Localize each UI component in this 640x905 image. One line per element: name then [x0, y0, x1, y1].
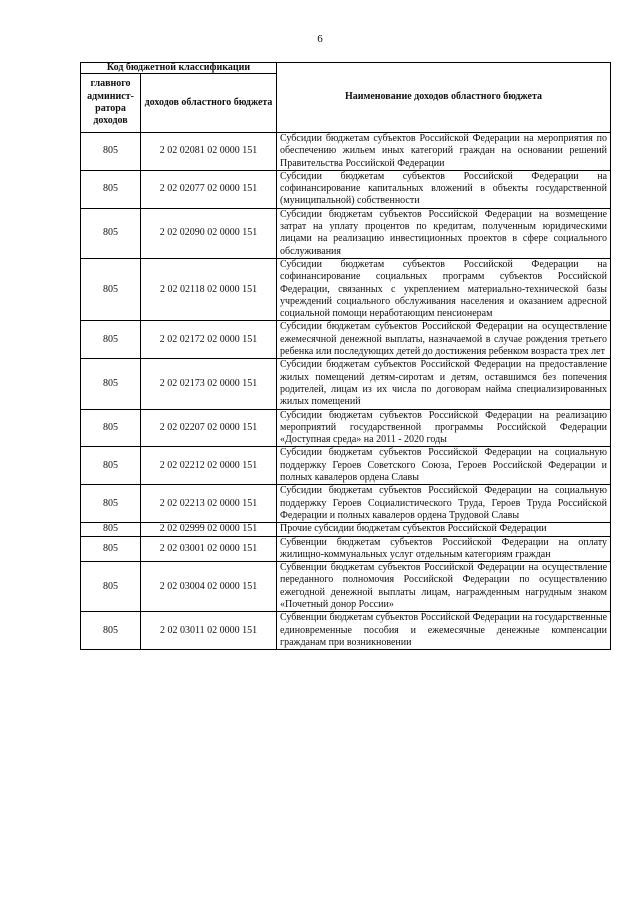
income-name-cell: Субвенции бюджетам субъектов Российской Федерации на оплату жилищно-коммунальных услуг отдельным категориям граждан [277, 536, 611, 562]
table-row [81, 170, 611, 208]
income-code-cell: 2 02 03004 02 0000 151 [141, 562, 277, 612]
income-name-cell: Субсидии бюджетам субъектов Российской Федерации на софинансирование капитальных вложений в объекты государственной (муниципальной) собственности [277, 170, 611, 208]
income-name-cell: Прочие субсидии бюджетам субъектов Российской Федерации [277, 523, 611, 536]
administrator-code-cell: 805 [81, 409, 141, 447]
income-name-cell: Субсидии бюджетам субъектов Российской Федерации на мероприятия по обеспечению жильем иных категорий граждан на основании решений Правительства Российской Федерации [277, 133, 611, 171]
income-code-cell: 2 02 03001 02 0000 151 [141, 536, 277, 562]
administrator-code-cell: 805 [81, 523, 141, 536]
income-code-cell: 2 02 02207 02 0000 151 [141, 409, 277, 447]
income-code-cell: 2 02 02173 02 0000 151 [141, 359, 277, 409]
budget-classification-table [80, 62, 611, 650]
administrator-code-cell: 805 [81, 321, 141, 359]
income-name-cell: Субсидии бюджетам субъектов Российской Федерации на социальную поддержку Героев Советского Союза, Героев Российской Федерации и полных кавалеров ордена Славы [277, 447, 611, 485]
table-row [81, 562, 611, 612]
administrator-code-cell: 805 [81, 170, 141, 208]
administrator-code-cell: 805 [81, 359, 141, 409]
income-code-cell: 2 02 03011 02 0000 151 [141, 612, 277, 650]
income-name-cell: Субсидии бюджетам субъектов Российской Федерации на социальную поддержку Героев Социалистического Труда, Героев Труда Российской Федерации и полных кавалеров ордена Трудовой Славы [277, 485, 611, 523]
administrator-code-cell: 805 [81, 562, 141, 612]
administrator-code-cell: 805 [81, 485, 141, 523]
administrator-code-cell: 805 [81, 258, 141, 320]
income-code-cell: 2 02 02999 02 0000 151 [141, 523, 277, 536]
administrator-code-cell: 805 [81, 612, 141, 650]
table-row [81, 321, 611, 359]
income-code-cell: 2 02 02213 02 0000 151 [141, 485, 277, 523]
table-row [81, 409, 611, 447]
income-name-cell: Субсидии бюджетам субъектов Российской Федерации на осуществление ежемесячной денежной выплаты, назначаемой в случае рождения третьего ребенка или последующих детей до достижения ребенком возраста трех лет [277, 321, 611, 359]
administrator-code-cell: 805 [81, 133, 141, 171]
table-row [81, 485, 611, 523]
table-row [81, 536, 611, 562]
income-code-cell: 2 02 02172 02 0000 151 [141, 321, 277, 359]
administrator-code-cell: 805 [81, 536, 141, 562]
income-code-cell: 2 02 02090 02 0000 151 [141, 208, 277, 258]
income-name-cell: Субвенции бюджетам субъектов Российской Федерации на государственные единовременные пособия и ежемесячные денежные компенсации гражданам при возникновении [277, 612, 611, 650]
table-row [81, 133, 611, 171]
income-name-cell: Субсидии бюджетам субъектов Российской Федерации на реализацию мероприятий государственной программы Российской Федерации «Доступная среда» на 2011 - 2020 годы [277, 409, 611, 447]
income-code-cell: 2 02 02212 02 0000 151 [141, 447, 277, 485]
table-row [81, 208, 611, 258]
header-main-administrator: главного админист-ратора доходов [81, 74, 141, 133]
table-row [81, 523, 611, 536]
income-name-cell: Субсидии бюджетам субъектов Российской Федерации на возмещение затрат на уплату процентов по кредитам, полученным юридическими лицами на реализацию инвестиционных проектов в сфере социального обслуживания [277, 208, 611, 258]
administrator-code-cell: 805 [81, 208, 141, 258]
income-code-cell: 2 02 02081 02 0000 151 [141, 133, 277, 171]
table-header [81, 63, 611, 133]
header-budget-classification-code: Код бюджетной классификации [81, 63, 277, 74]
income-name-cell: Субвенции бюджетам субъектов Российской Федерации на осуществление переданного полномочия Российской Федерации по осуществлению ежегодной денежной выплаты лицам, награжденным нагрудным знаком «Почетный донор России» [277, 562, 611, 612]
income-name-cell: Субсидии бюджетам субъектов Российской Федерации на предоставление жилых помещений детям-сиротам и детям, оставшимся без попечения родителей, лицам из их числа по договорам найма специализированных жилых помещений [277, 359, 611, 409]
table-body [81, 133, 611, 650]
table-row [81, 359, 611, 409]
table-row [81, 258, 611, 320]
header-regional-budget-income: доходов областного бюджета [141, 74, 277, 133]
income-code-cell: 2 02 02118 02 0000 151 [141, 258, 277, 320]
administrator-code-cell: 805 [81, 447, 141, 485]
income-name-cell: Субсидии бюджетам субъектов Российской Федерации на софинансирование социальных программ субъектов Российской Федерации, связанных с укреплением материально-технической базы учреждений социального обслуживания населения и оказанием адресной социальной помощи неработающим пенсионерам [277, 258, 611, 320]
table-row [81, 447, 611, 485]
header-income-name: Наименование доходов областного бюджета [277, 63, 611, 133]
page-number: 6 [317, 33, 323, 45]
table-row [81, 612, 611, 650]
income-code-cell: 2 02 02077 02 0000 151 [141, 170, 277, 208]
